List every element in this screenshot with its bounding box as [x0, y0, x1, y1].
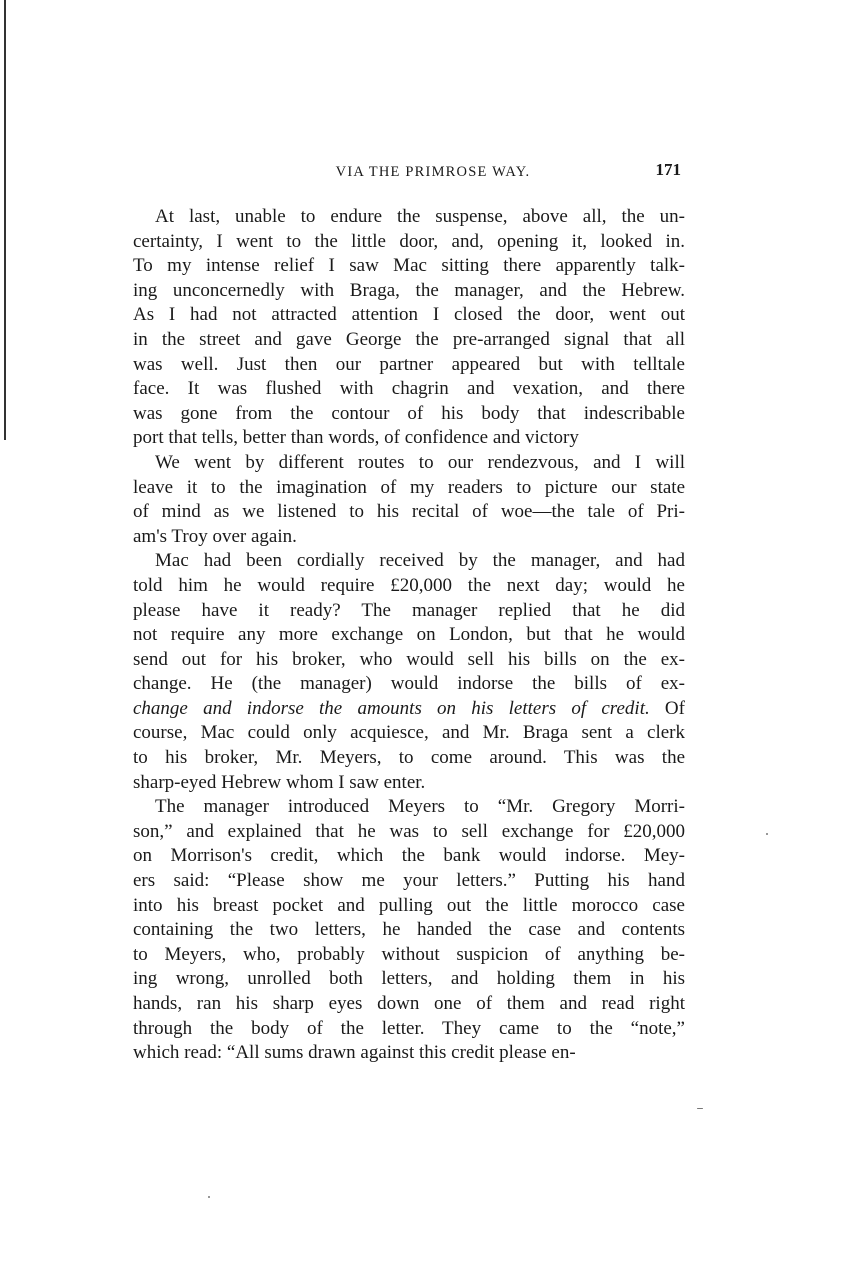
text-line: please have it ready? The manager replied that he did: [133, 599, 685, 621]
text-line: was well. Just then our partner appeared but with telltale: [133, 353, 685, 375]
text-line: We went by different routes to our rendezvous, and I will: [155, 451, 685, 473]
text-line: into his breast pocket and pulling out the little morocco case: [133, 894, 685, 916]
text-line: At last, unable to endure the suspense, above all, the un-: [155, 206, 685, 227]
scan-speck: [697, 1108, 703, 1109]
text-line: in the street and gave George the pre-arranged signal that all: [133, 328, 685, 350]
text-line: port that tells, better than words, of confidence and victory: [133, 427, 579, 449]
page-header: [133, 160, 681, 184]
text-line: to Meyers, who, probably without suspicion of anything be-: [133, 943, 685, 965]
text-line: certainty, I went to the little door, and, opening it, looked in.: [133, 230, 685, 252]
text-line: ing unconcernedly with Braga, the manager, and the Hebrew.: [133, 279, 685, 301]
text-line: face. It was flushed with chagrin and vexation, and there: [133, 378, 685, 400]
text-line: of mind as we listened to his recital of woe—the tale of Pri-: [133, 501, 685, 523]
text-line: course, Mac could only acquiesce, and Mr. Braga sent a clerk: [133, 722, 685, 744]
text-line: Mac had been cordially received by the manager, and had: [155, 550, 685, 572]
text-line: containing the two letters, he handed the case and contents: [133, 919, 685, 941]
text-line: on Morrison's credit, which the bank would indorse. Mey-: [133, 845, 685, 867]
text-line: send out for his broker, who would sell his bills on the ex-: [133, 648, 685, 670]
text-line: sharp-eyed Hebrew whom I saw enter.: [133, 771, 426, 793]
text-line: change. He (the manager) would indorse the bills of ex-: [133, 673, 685, 695]
page-number: 171: [655, 160, 681, 179]
text-line: The manager introduced Meyers to “Mr. Gregory Morri-: [155, 796, 685, 818]
text-line: told him he would require £20,000 the next day; would he: [133, 574, 685, 596]
text-line: [133, 697, 685, 722]
text-line: As I had not attracted attention I closed the door, went out: [133, 304, 685, 326]
running-title: VIA THE PRIMROSE WAY.: [335, 164, 531, 180]
text-line: ers said: “Please show me your letters.” Putting his hand: [133, 870, 685, 892]
text-line: To my intense relief I saw Mac sitting there apparently talk-: [133, 255, 685, 277]
text-line: which read: “All sums drawn against this credit please en-: [133, 1042, 576, 1064]
text-line: son,” and explained that he was to sell exchange for £20,000: [133, 820, 685, 842]
scan-speck: [766, 833, 768, 835]
text-line: am's Troy over again.: [133, 525, 297, 547]
text-line: to his broker, Mr. Meyers, to come around. This was the: [133, 747, 685, 769]
italic-text: change and indorse the amounts on his letters of credit.: [133, 697, 650, 719]
text-line: leave it to the imagination of my readers to picture our state: [133, 476, 685, 498]
body-text: [133, 205, 685, 1066]
scan-speck: [208, 1196, 210, 1198]
text-line: through the body of the letter. They came to the “note,”: [133, 1017, 685, 1039]
text-line: not require any more exchange on London, but that he would: [133, 624, 685, 646]
text-line: was gone from the contour of his body that indescribable: [133, 402, 685, 424]
text-tail: Of: [649, 697, 685, 719]
page-edge-line: [4, 0, 6, 440]
text-line: hands, ran his sharp eyes down one of them and read right: [133, 993, 685, 1014]
text-line: ing wrong, unrolled both letters, and holding them in his: [133, 968, 685, 990]
